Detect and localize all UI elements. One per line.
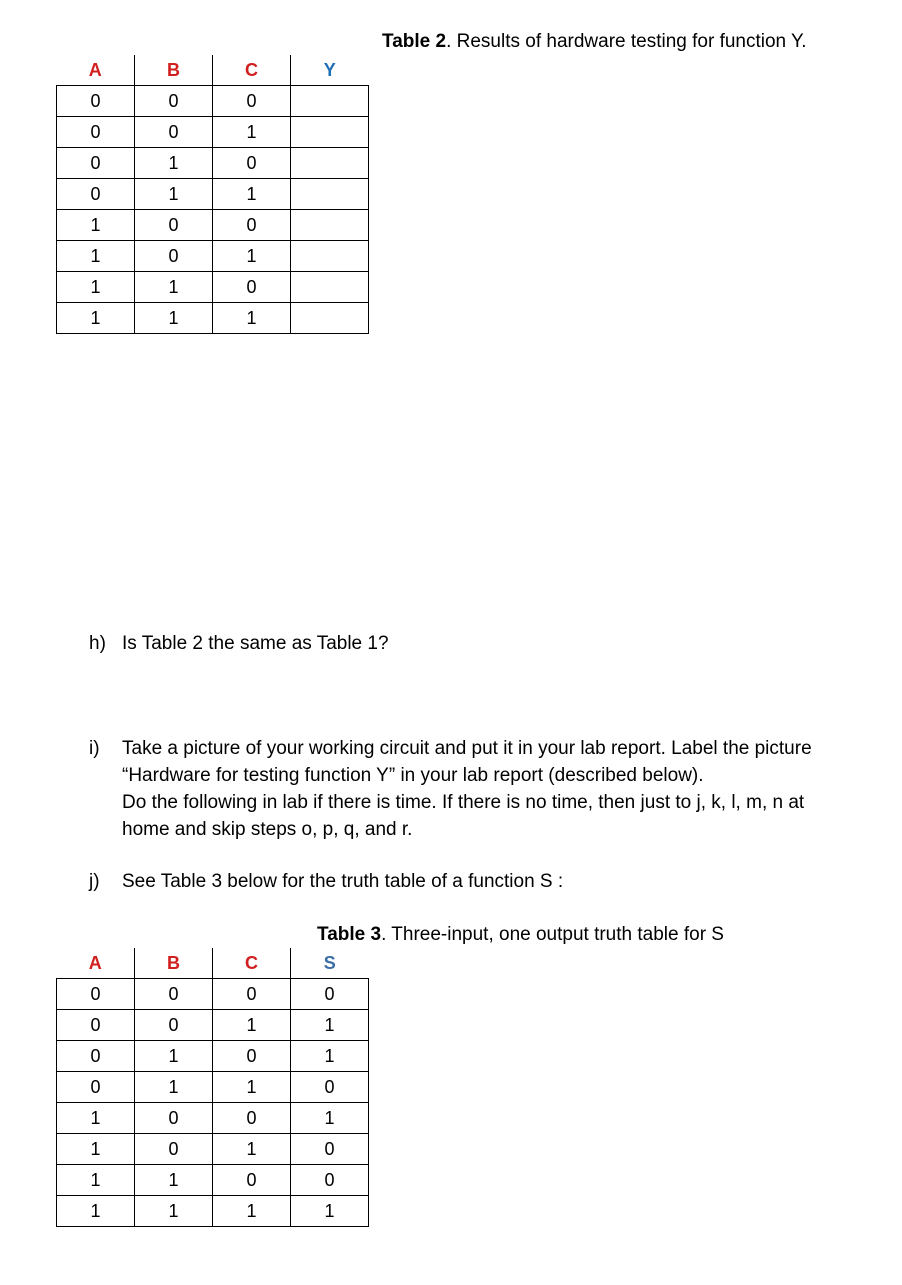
table-row <box>57 241 369 272</box>
table-cell: 0 <box>213 1041 291 1072</box>
table3-caption-label: Table 3 <box>317 924 382 945</box>
table-cell: 1 <box>213 1196 291 1227</box>
table-row <box>57 979 369 1010</box>
table-cell: 1 <box>135 303 213 334</box>
table-cell: 0 <box>213 86 291 117</box>
table-cell: 1 <box>57 210 135 241</box>
item-i-line-2: “Hardware for testing function Y” in your lab report (described below). <box>122 765 704 786</box>
table-row <box>57 303 369 334</box>
item-j-text: See Table 3 below for the truth table of a function S : <box>122 871 564 892</box>
table-cell: 1 <box>57 303 135 334</box>
table-row <box>57 1165 369 1196</box>
table-cell: 1 <box>57 1103 135 1134</box>
table-cell: 1 <box>213 117 291 148</box>
table-cell: 1 <box>135 1072 213 1103</box>
table-row <box>57 210 369 241</box>
table-cell: 1 <box>213 1072 291 1103</box>
table-cell: 1 <box>213 1134 291 1165</box>
table-cell: 0 <box>213 979 291 1010</box>
table2-header-a: A <box>57 55 135 86</box>
table-row <box>57 86 369 117</box>
table-cell: 0 <box>57 979 135 1010</box>
y-output-cell[interactable] <box>291 117 369 148</box>
table2-header-y: Y <box>291 55 369 86</box>
table-cell: 0 <box>291 979 369 1010</box>
table-cell: 0 <box>135 979 213 1010</box>
item-i-line-4: home and skip steps o, p, q, and r. <box>122 819 413 840</box>
table2-header-row <box>57 55 369 86</box>
item-i-line-1: Take a picture of your working circuit and put it in your lab report. Label the picture <box>122 738 812 759</box>
item-h-text: Is Table 2 the same as Table 1? <box>122 633 389 654</box>
table-cell: 0 <box>135 117 213 148</box>
table-cell: 0 <box>57 86 135 117</box>
item-h <box>89 630 869 657</box>
table-cell: 0 <box>291 1134 369 1165</box>
table3-header-b: B <box>135 948 213 979</box>
table-row <box>57 1196 369 1227</box>
table-cell: 0 <box>135 86 213 117</box>
table-cell: 0 <box>213 210 291 241</box>
table2-caption-text: . Results of hardware testing for function Y. <box>446 31 807 52</box>
table-cell: 0 <box>57 1041 135 1072</box>
item-i-line-3: Do the following in lab if there is time. If there is no time, then just to j, k, l, m, n at <box>122 792 805 813</box>
table-cell: 0 <box>213 1103 291 1134</box>
table3 <box>56 948 369 1227</box>
y-output-cell[interactable] <box>291 86 369 117</box>
table-cell: 0 <box>135 241 213 272</box>
table-cell: 0 <box>213 272 291 303</box>
table-cell: 0 <box>135 1010 213 1041</box>
table3-caption-text: . Three-input, one output truth table for S <box>381 924 724 945</box>
table-cell: 1 <box>213 1010 291 1041</box>
table-cell: 0 <box>213 1165 291 1196</box>
table-cell: 1 <box>57 1165 135 1196</box>
table-cell: 1 <box>135 179 213 210</box>
table-row <box>57 179 369 210</box>
table-cell: 1 <box>213 179 291 210</box>
table-cell: 1 <box>291 1103 369 1134</box>
y-output-cell[interactable] <box>291 272 369 303</box>
table-cell: 1 <box>213 303 291 334</box>
table-cell: 1 <box>135 148 213 179</box>
table-cell: 0 <box>135 1103 213 1134</box>
table-cell: 0 <box>57 117 135 148</box>
table-cell: 0 <box>135 1134 213 1165</box>
table3-header-a: A <box>57 948 135 979</box>
item-j-label: j) <box>89 871 100 892</box>
table-cell: 0 <box>57 148 135 179</box>
table-row <box>57 148 369 179</box>
item-i <box>89 735 879 843</box>
table-row <box>57 1041 369 1072</box>
table2-caption <box>382 31 807 53</box>
table-cell: 0 <box>57 1072 135 1103</box>
table-cell: 1 <box>291 1196 369 1227</box>
table-cell: 0 <box>291 1072 369 1103</box>
table-row <box>57 1103 369 1134</box>
table3-caption <box>317 924 724 946</box>
table-cell: 1 <box>57 1196 135 1227</box>
table-row <box>57 1072 369 1103</box>
table-cell: 1 <box>291 1010 369 1041</box>
table-cell: 1 <box>57 241 135 272</box>
table-cell: 0 <box>57 1010 135 1041</box>
table2 <box>56 55 369 334</box>
table-cell: 1 <box>291 1041 369 1072</box>
table-cell: 1 <box>57 1134 135 1165</box>
table-cell: 1 <box>135 1165 213 1196</box>
table3-header-row <box>57 948 369 979</box>
y-output-cell[interactable] <box>291 303 369 334</box>
table-cell: 0 <box>135 210 213 241</box>
table-row <box>57 1010 369 1041</box>
item-h-label: h) <box>89 633 106 654</box>
table-cell: 0 <box>213 148 291 179</box>
table-cell: 0 <box>57 179 135 210</box>
y-output-cell[interactable] <box>291 241 369 272</box>
table3-header-c: C <box>213 948 291 979</box>
y-output-cell[interactable] <box>291 210 369 241</box>
table-cell: 1 <box>135 272 213 303</box>
table-row <box>57 117 369 148</box>
item-j <box>89 868 869 895</box>
table-cell: 1 <box>135 1041 213 1072</box>
y-output-cell[interactable] <box>291 148 369 179</box>
y-output-cell[interactable] <box>291 179 369 210</box>
table-row <box>57 272 369 303</box>
table-row <box>57 1134 369 1165</box>
table2-header-b: B <box>135 55 213 86</box>
table-cell: 1 <box>213 241 291 272</box>
table-cell: 0 <box>291 1165 369 1196</box>
table2-header-c: C <box>213 55 291 86</box>
table2-caption-label: Table 2 <box>382 31 447 52</box>
table-cell: 1 <box>57 272 135 303</box>
table3-header-s: S <box>291 948 369 979</box>
item-i-label: i) <box>89 738 100 759</box>
table-cell: 1 <box>135 1196 213 1227</box>
